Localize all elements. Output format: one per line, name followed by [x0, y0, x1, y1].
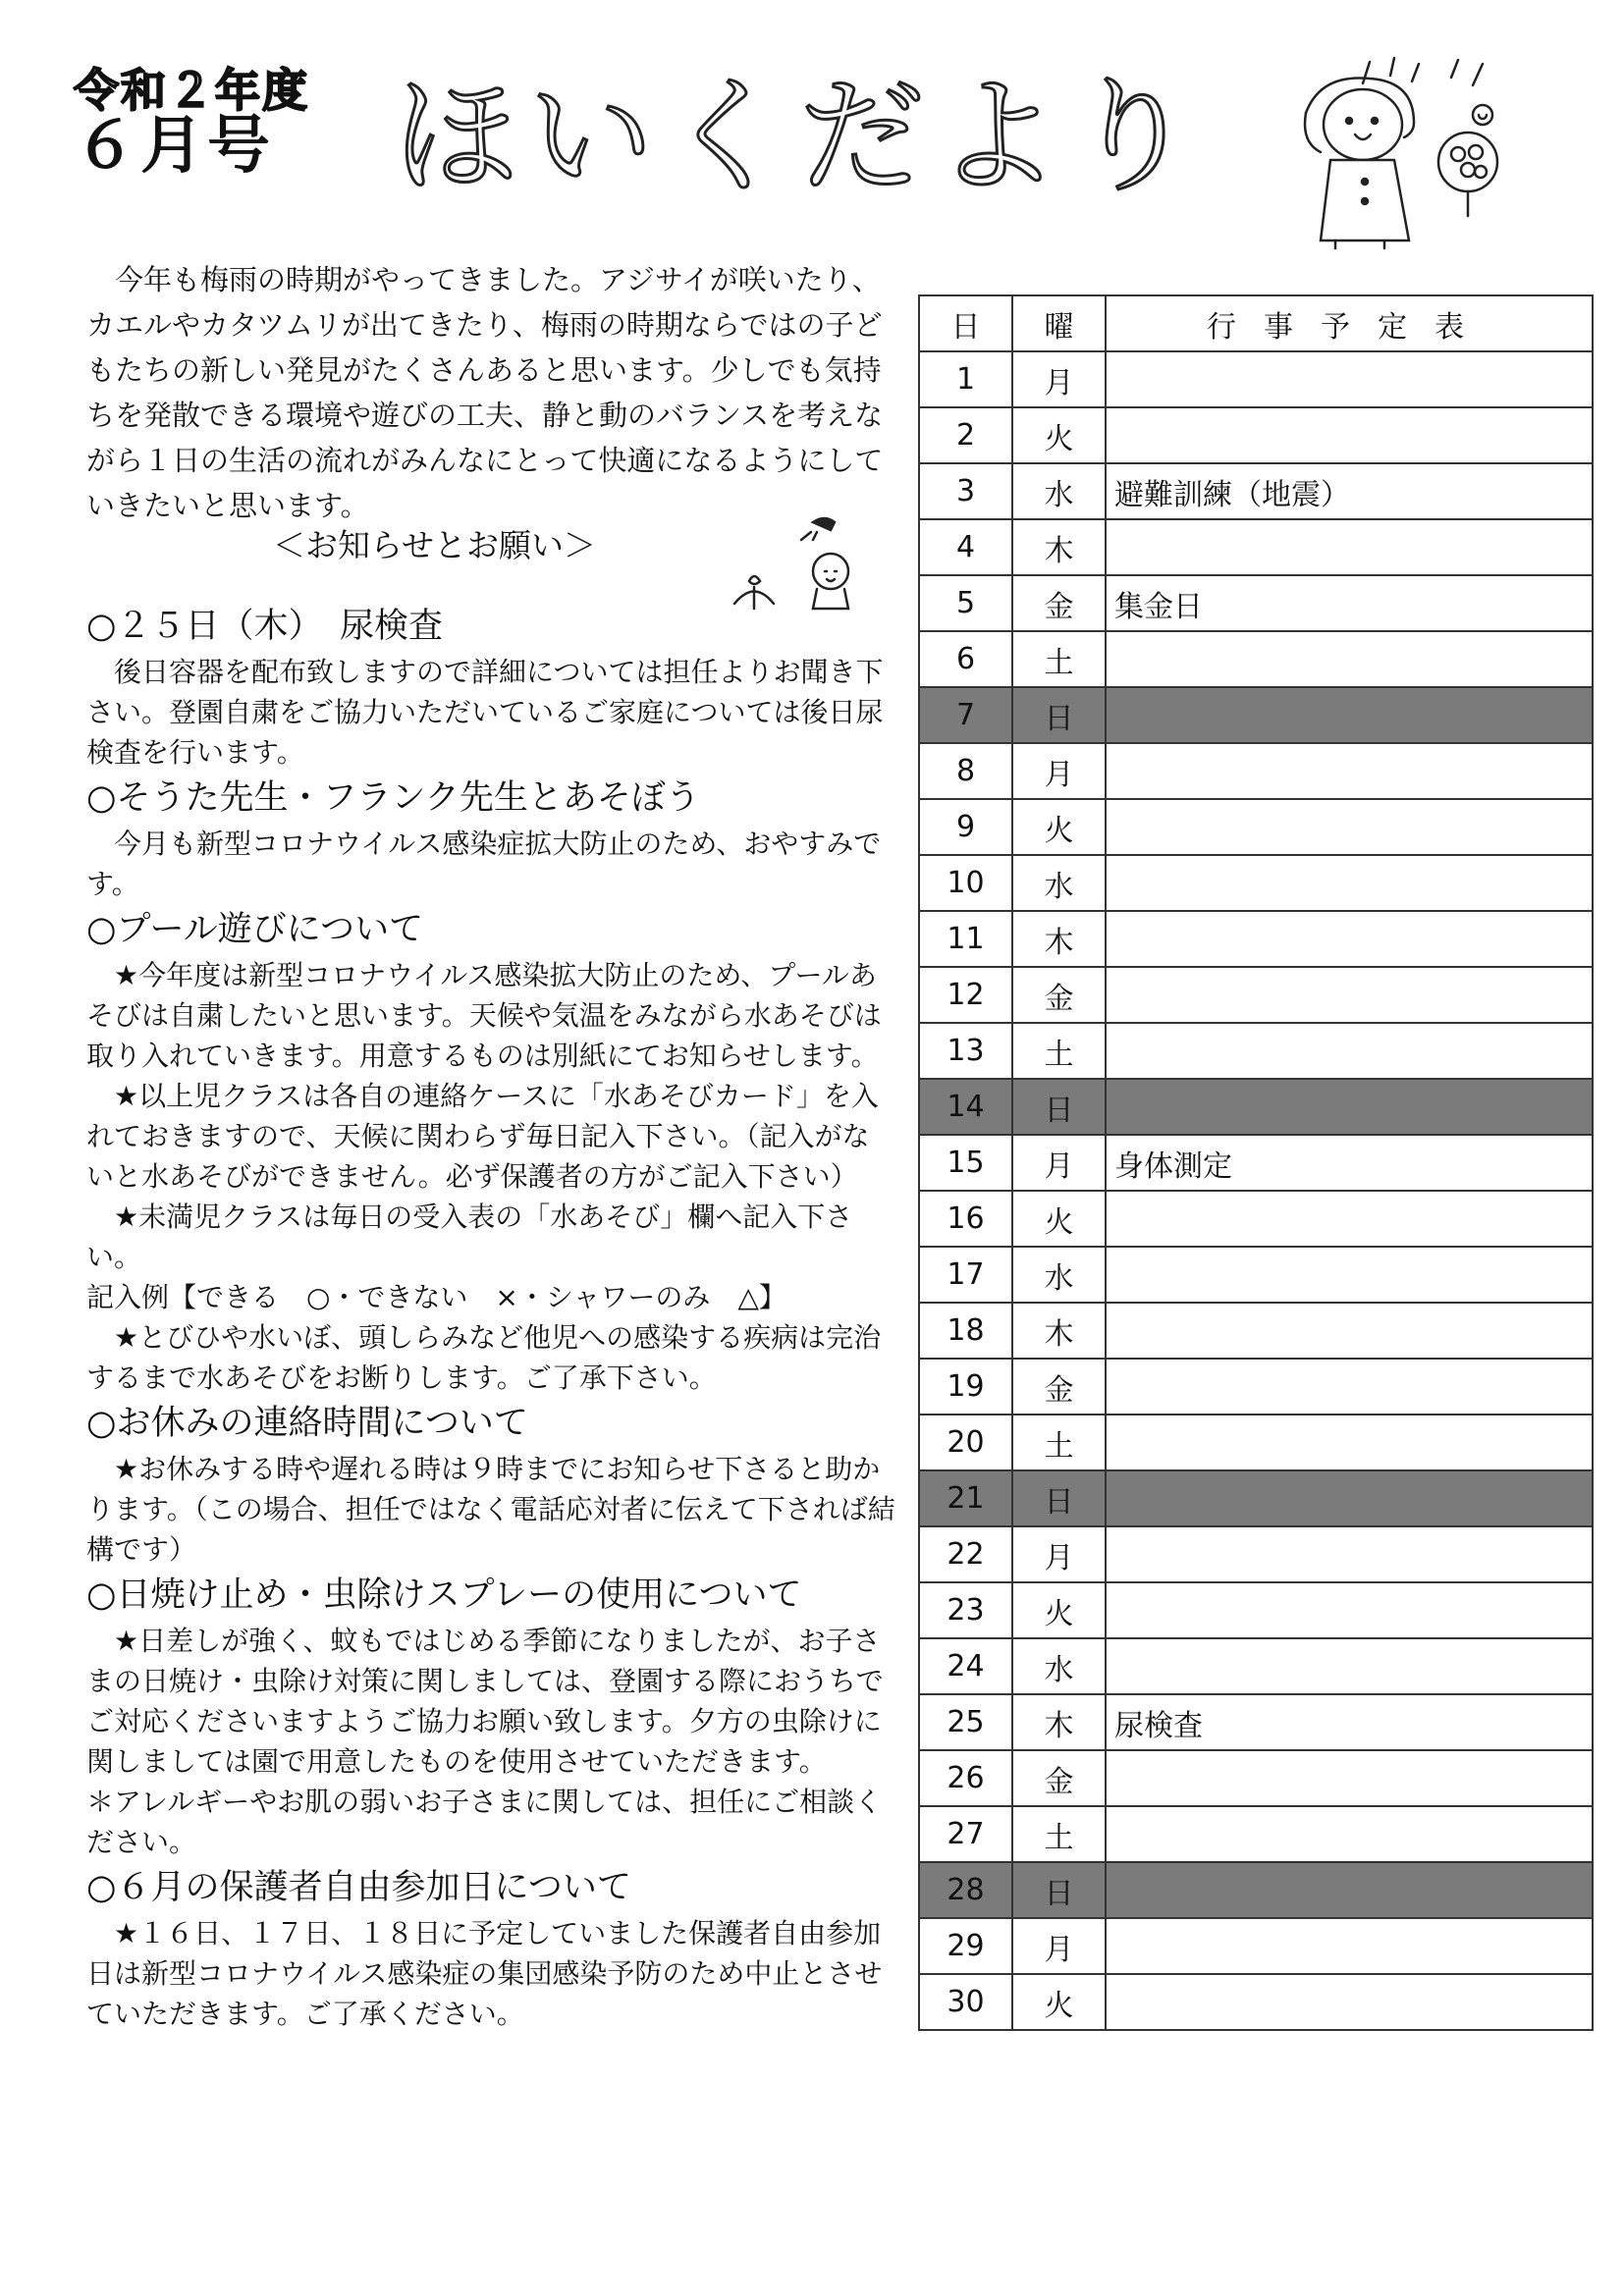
table-row — [919, 519, 1593, 575]
event-cell — [1106, 1750, 1593, 1806]
event-cell — [1106, 1079, 1593, 1135]
weekday-cell: 月 — [1012, 1918, 1106, 1974]
event-cell — [1106, 1806, 1593, 1862]
day-cell: 8 — [919, 743, 1012, 799]
header-weekday: 曜 — [1012, 295, 1106, 351]
item-title: ○プール遊びについて — [86, 910, 424, 949]
table-row — [919, 1526, 1593, 1582]
weekday-cell: 木 — [1012, 519, 1106, 575]
event-cell — [1106, 1191, 1593, 1247]
day-cell: 24 — [919, 1638, 1012, 1694]
item-paragraph: ★お休みする時や遅れる時は９時までにお知らせ下さると助かります。（この場合、担任ではなく電話応対者に伝えて下されば結構です） — [86, 1453, 895, 1566]
event-cell — [1106, 1359, 1593, 1415]
day-cell: 11 — [919, 911, 1012, 967]
issue-label — [74, 64, 368, 184]
weekday-cell: 木 — [1012, 1303, 1106, 1359]
day-cell: 20 — [919, 1415, 1012, 1470]
day-cell: 16 — [919, 1191, 1012, 1247]
day-cell: 6 — [919, 631, 1012, 687]
table-row — [919, 631, 1593, 687]
weekday-cell: 土 — [1012, 1806, 1106, 1862]
day-cell: 2 — [919, 407, 1012, 463]
weekday-cell: 木 — [1012, 911, 1106, 967]
header-day: 日 — [919, 295, 1012, 351]
day-cell: 13 — [919, 1023, 1012, 1079]
table-row — [919, 799, 1593, 855]
event-cell — [1106, 687, 1593, 743]
weekday-cell: 金 — [1012, 575, 1106, 631]
weekday-cell: 金 — [1012, 1750, 1106, 1806]
item-paragraph: ★今年度は新型コロナウイルス感染拡大防止のため、プールあそびは自粛したいと思います。天候や気温をみながら水あそびは取り入れていきます。用意するものは別紙にてお知らせします。 — [86, 959, 882, 1072]
item-paragraph: ★未満児クラスは毎日の受入表の「水あそび」欄へ記入下さい。 — [86, 1201, 853, 1273]
item-title: ○お休みの連絡時間について — [86, 1404, 528, 1443]
table-row — [919, 463, 1593, 519]
event-cell — [1106, 1638, 1593, 1694]
event-cell — [1106, 855, 1593, 911]
table-row — [919, 743, 1593, 799]
weekday-cell: 火 — [1012, 799, 1106, 855]
weekday-cell: 土 — [1012, 1415, 1106, 1470]
event-cell: 尿検査 — [1106, 1694, 1593, 1750]
day-cell: 10 — [919, 855, 1012, 911]
day-cell: 18 — [919, 1303, 1012, 1359]
day-cell: 17 — [919, 1247, 1012, 1303]
event-cell — [1106, 519, 1593, 575]
day-cell: 12 — [919, 967, 1012, 1023]
table-row — [919, 1247, 1593, 1303]
weekday-cell: 水 — [1012, 463, 1106, 519]
day-cell: 27 — [919, 1806, 1012, 1862]
item-title: ○そうた先生・フランク先生とあそぼう — [86, 778, 700, 818]
table-row — [919, 1303, 1593, 1359]
notice-item — [86, 1570, 896, 1862]
table-row — [919, 1470, 1593, 1526]
entry-example: 記入例【できる ○・できない ×・シャワーのみ △】 — [86, 1281, 786, 1313]
day-cell: 26 — [919, 1750, 1012, 1806]
weekday-cell: 日 — [1012, 1470, 1106, 1526]
event-cell — [1106, 407, 1593, 463]
table-row — [919, 1582, 1593, 1638]
event-cell — [1106, 1526, 1593, 1582]
day-cell: 9 — [919, 799, 1012, 855]
item-note: ＊アレルギーやお肌の弱いお子さまに関しては、担任にご相談ください。 — [86, 1786, 883, 1858]
table-row — [919, 1750, 1593, 1806]
event-schedule-table — [918, 294, 1594, 2031]
notice-item — [86, 1398, 896, 1570]
girl-raincoat-illustration — [1276, 54, 1512, 250]
intro-paragraph: 今年も梅雨の時期がやってきました。アジサイが咲いたり、カエルやカタツムリが出てきたり、梅雨の時期ならではの子どもたちの新しい発見がたくさんあると思います。少しでも気持ちを発散できる環境や遊びの工夫、静と動のバランスを考えながら１日の生活の流れがみんなにとって快適になるようにしていきたいと思います。 — [86, 263, 884, 522]
event-cell — [1106, 1247, 1593, 1303]
event-cell — [1106, 1023, 1593, 1079]
weekday-cell: 月 — [1012, 1135, 1106, 1191]
item-title: ○日焼け止め・虫除けスプレーの使用について — [86, 1575, 802, 1615]
event-cell: 避難訓練（地震） — [1106, 463, 1593, 519]
weekday-cell: 火 — [1012, 407, 1106, 463]
weekday-cell: 月 — [1012, 743, 1106, 799]
table-row — [919, 1918, 1593, 1974]
item-title: ○６月の保護者自由参加日について — [86, 1868, 631, 1907]
item-paragraph: ★１６日、１７日、１８日に予定していました保護者自由参加日は新型コロナウイルス感染症の集団感染予防のため中止とさせていただきます。ご了承ください。 — [86, 1917, 883, 2030]
event-cell: 身体測定 — [1106, 1135, 1593, 1191]
day-cell: 7 — [919, 687, 1012, 743]
weekday-cell: 月 — [1012, 351, 1106, 407]
weekday-cell: 日 — [1012, 687, 1106, 743]
weekday-cell: 金 — [1012, 967, 1106, 1023]
table-row — [919, 1694, 1593, 1750]
weekday-cell: 火 — [1012, 1191, 1106, 1247]
weekday-cell: 土 — [1012, 1023, 1106, 1079]
notice-item — [86, 1862, 896, 2034]
notice-items — [86, 601, 896, 2034]
day-cell: 22 — [919, 1526, 1012, 1582]
weekday-cell: 木 — [1012, 1694, 1106, 1750]
table-row — [919, 1638, 1593, 1694]
event-cell — [1106, 799, 1593, 855]
notice-item — [86, 601, 896, 773]
day-cell: 25 — [919, 1694, 1012, 1750]
event-cell — [1106, 1918, 1593, 1974]
event-cell — [1106, 631, 1593, 687]
event-cell — [1106, 967, 1593, 1023]
weekday-cell: 日 — [1012, 1079, 1106, 1135]
event-cell — [1106, 1303, 1593, 1359]
day-cell: 1 — [919, 351, 1012, 407]
notice-item — [86, 773, 896, 904]
day-cell: 30 — [919, 1974, 1012, 2030]
item-paragraph: ★日差しが強く、蚊もではじめる季節になりましたが、お子さまの日焼け・虫除け対策に関しましては、登園する際におうちでご対応くださいますようご協力お願い致します。夕方の虫除けに関しましては園で用意したものを使用させていただきます。 — [86, 1625, 884, 1778]
weekday-cell: 水 — [1012, 1247, 1106, 1303]
weekday-cell: 水 — [1012, 1638, 1106, 1694]
event-cell — [1106, 1974, 1593, 2030]
fiscal-year: 令和２年度 — [74, 64, 309, 117]
item-paragraph: 後日容器を配布致しますので詳細については担任よりお聞き下さい。登園自粛をご協力いただいているご家庭については後日尿検査を行います。 — [86, 656, 884, 769]
event-cell — [1106, 743, 1593, 799]
weekday-cell: 日 — [1012, 1862, 1106, 1918]
day-cell: 29 — [919, 1918, 1012, 1974]
event-cell — [1106, 911, 1593, 967]
table-row — [919, 407, 1593, 463]
header-events: 行事予定表 — [1106, 295, 1593, 351]
day-cell: 28 — [919, 1862, 1012, 1918]
table-row — [919, 1191, 1593, 1247]
day-cell: 19 — [919, 1359, 1012, 1415]
event-cell — [1106, 1862, 1593, 1918]
item-paragraph: ★とびひや水いぼ、頭しらみなど他児への感染する疾病は完治するまで水あそびをお断りします。ご了承下さい。 — [86, 1321, 882, 1394]
notice-item — [86, 904, 896, 1398]
day-cell: 4 — [919, 519, 1012, 575]
table-row — [919, 1974, 1593, 2030]
table-row — [919, 1079, 1593, 1135]
table-row — [919, 1806, 1593, 1862]
item-paragraph: 今月も新型コロナウイルス感染症拡大防止のため、おやすみです。 — [86, 828, 882, 900]
newsletter-title: ほいくだより — [393, 64, 1207, 210]
day-cell: 3 — [919, 463, 1012, 519]
table-row — [919, 687, 1593, 743]
table-row — [919, 967, 1593, 1023]
table-header-row — [919, 295, 1593, 351]
event-cell — [1106, 1470, 1593, 1526]
table-row — [919, 1135, 1593, 1191]
notice-heading: ＜お知らせとお願い＞ — [273, 526, 597, 564]
table-row — [919, 1023, 1593, 1079]
event-cell — [1106, 1415, 1593, 1470]
table-row — [919, 911, 1593, 967]
event-cell — [1106, 351, 1593, 407]
weekday-cell: 金 — [1012, 1359, 1106, 1415]
day-cell: 5 — [919, 575, 1012, 631]
weekday-cell: 水 — [1012, 855, 1106, 911]
weekday-cell: 火 — [1012, 1974, 1106, 2030]
table-row — [919, 1415, 1593, 1470]
table-row — [919, 1862, 1593, 1918]
weekday-cell: 火 — [1012, 1582, 1106, 1638]
event-cell — [1106, 1582, 1593, 1638]
day-cell: 15 — [919, 1135, 1012, 1191]
day-cell: 14 — [919, 1079, 1012, 1135]
table-row — [919, 575, 1593, 631]
item-title: ○２５日（木） 尿検査 — [86, 607, 444, 646]
weekday-cell: 月 — [1012, 1526, 1106, 1582]
table-row — [919, 855, 1593, 911]
table-row — [919, 1359, 1593, 1415]
issue-month: ６月号 — [74, 110, 274, 184]
weekday-cell: 土 — [1012, 631, 1106, 687]
day-cell: 21 — [919, 1470, 1012, 1526]
event-cell: 集金日 — [1106, 575, 1593, 631]
table-row — [919, 351, 1593, 407]
item-paragraph: ★以上児クラスは各自の連絡ケースに「水あそびカード」を入れておきますので、天候に関わらず毎日記入下さい。（記入がないと水あそびができません。必ず保護者の方がご記入下さい） — [86, 1080, 879, 1193]
day-cell: 23 — [919, 1582, 1012, 1638]
